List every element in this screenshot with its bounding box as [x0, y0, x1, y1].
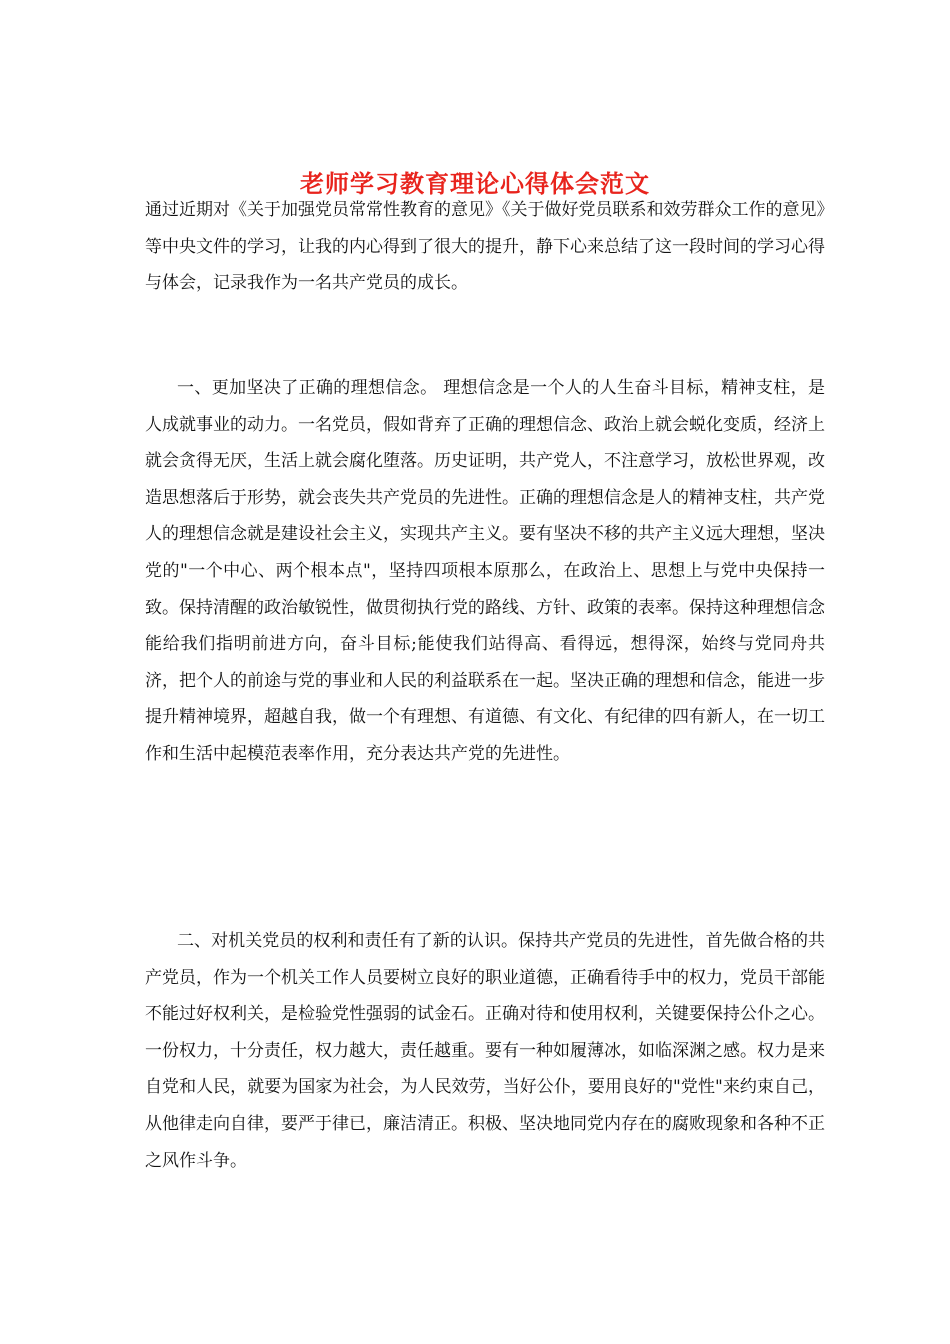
section-one-paragraph: 一、更加坚决了正确的理想信念。 理想信念是一个人的人生奋斗目标，精神支柱，是人成就事业的动力。一名党员，假如背弃了正确的理想信念、政治上就会蜕化变质，经济上就会贪得无厌，生活上就会腐化堕落。历史证明，共产党人，不注意学习，放松世界观，改造思想落后于形势，就会丧失共产党员的先进性。正确的理想信念是人的精神支柱，共产党人的理想信念就是建设社会主义，实现共产主义。要有坚决不移的共产主义远大理想，坚决党的"一个中心、两个根本点"，坚持四项根本原那么，在政治上、思想上与党中央保持一致。保持清醒的政治敏锐性，做贯彻执行党的路线、方针、政策的表率。保持这种理想信念能给我们指明前进方向，奋斗目标;能使我们站得高、看得远，想得深，始终与党同舟共济，把个人的前途与党的事业和人民的利益联系在一起。坚决正确的理想和信念，能进一步提升精神境界，超越自我，做一个有理想、有道德、有文化、有纪律的四有新人，在一切工作和生活中起模范表率作用，充分表达共产党的先进性。	[145, 378, 825, 764]
intro-paragraph: 通过近期对《关于加强党员常常性教育的意见》《关于做好党员联系和效劳群众工作的意见》等中央文件的学习，让我的内心得到了很大的提升，静下心来总结了这一段时间的学习心得与体会，记录我作为一名共产党员的成长。	[145, 200, 825, 294]
section-two-paragraph: 二、对机关党员的权利和责任有了新的认识。保持共产党员的先进性，首先做合格的共产党员，作为一个机关工作人员要树立良好的职业道德，正确看待手中的权力，党员干部能不能过好权利关，是检验党性强弱的试金石。正确对待和使用权利，关键要保持公仆之心。一份权力，十分责任，权力越大，责任越重。要有一种如履薄冰，如临深渊之感。权力是来自党和人民，就要为国家为社会，为人民效劳，当好公仆，要用良好的"党性"来约束自己，从他律走向自律，要严于律已，廉洁清正。积极、坚决地同党内存在的腐败现象和各种不正之风作斗争。	[145, 931, 825, 1171]
document-title: 老师学习教育理论心得体会范文	[300, 169, 650, 199]
